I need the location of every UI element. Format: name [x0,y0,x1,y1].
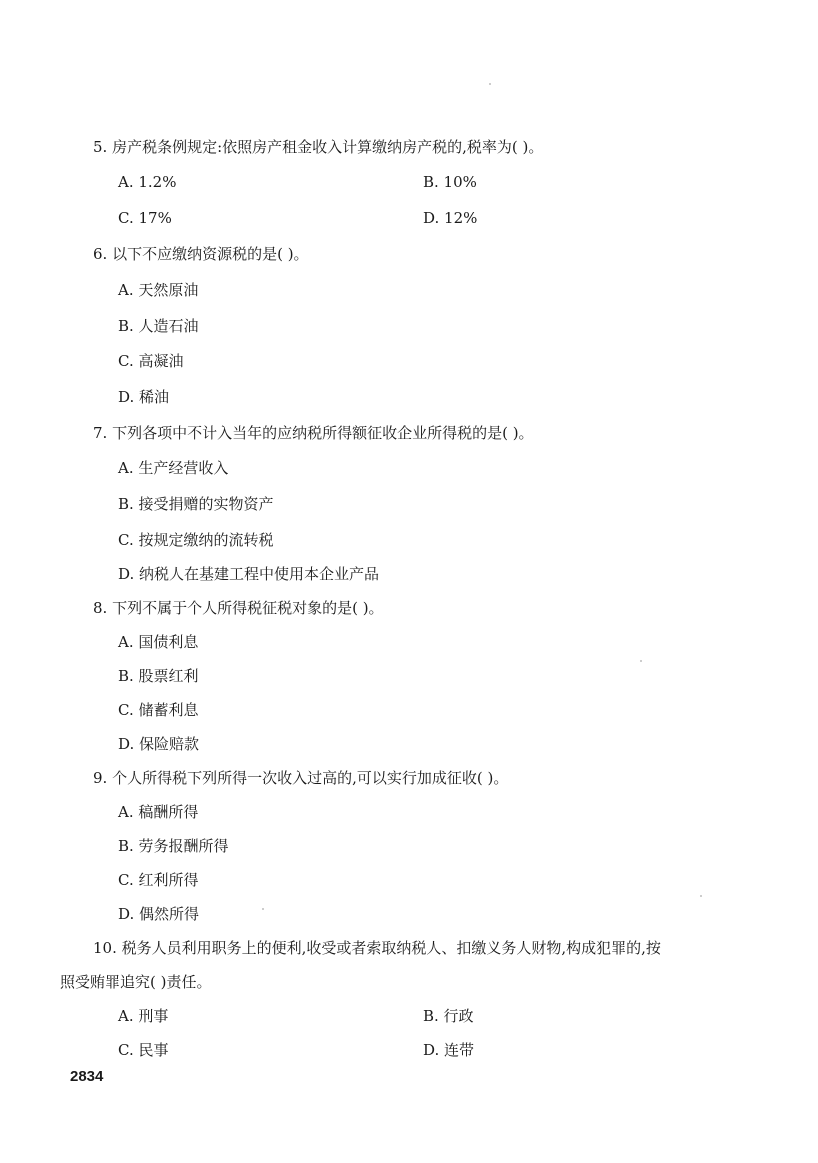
question-8-option-a: A. 国债利息 [118,633,199,651]
question-7-option-d: D. 纳税人在基建工程中使用本企业产品 [118,565,380,583]
question-10-stem-continued: 照受贿罪追究( )责任。 [60,973,212,991]
question-8-option-c: C. 储蓄利息 [118,701,199,719]
question-7-option-c: C. 按规定缴纳的流转税 [118,531,274,549]
question-5-option-b: B. 10% [423,173,477,191]
question-10-option-b: B. 行政 [423,1007,474,1025]
question-8-option-d: D. 保险赔款 [118,735,200,753]
question-5-option-c: C. 17% [118,209,172,227]
scan-speck [640,660,642,662]
question-5-stem: 5. 房产税条例规定:依照房产租金收入计算缴纳房产税的,税率为( )。 [93,138,544,156]
question-10-stem: 10. 税务人员利用职务上的便利,收受或者索取纳税人、扣缴义务人财物,构成犯罪的,按 [93,939,661,957]
question-7-option-b: B. 接受捐赠的实物资产 [118,495,274,513]
page-number: 2834 [70,1068,104,1085]
question-9-option-c: C. 红利所得 [118,871,199,889]
question-7-option-a: A. 生产经营收入 [118,459,229,477]
scan-speck [262,908,264,910]
question-9-option-b: B. 劳务报酬所得 [118,837,229,855]
question-10-option-d: D. 连带 [423,1041,475,1059]
question-10-option-a: A. 刑事 [118,1007,169,1025]
question-9-option-d: D. 偶然所得 [118,905,200,923]
question-6-option-a: A. 天然原油 [118,281,199,299]
scan-speck [700,895,702,897]
question-9-option-a: A. 稿酬所得 [118,803,199,821]
question-7-stem: 7. 下列各项中不计入当年的应纳税所得额征收企业所得税的是( )。 [93,424,534,442]
question-6-option-b: B. 人造石油 [118,317,199,335]
question-6-stem: 6. 以下不应缴纳资源税的是( )。 [93,245,309,263]
question-8-option-b: B. 股票红利 [118,667,199,685]
question-6-option-c: C. 高凝油 [118,352,184,370]
question-6-option-d: D. 稀油 [118,388,170,406]
question-8-stem: 8. 下列不属于个人所得税征税对象的是( )。 [93,599,384,617]
question-5-option-a: A. 1.2% [118,173,177,191]
question-9-stem: 9. 个人所得税下列所得一次收入过高的,可以实行加成征收( )。 [93,769,509,787]
question-10-option-c: C. 民事 [118,1041,169,1059]
question-5-option-d: D. 12% [423,209,478,227]
scan-speck [489,83,491,85]
